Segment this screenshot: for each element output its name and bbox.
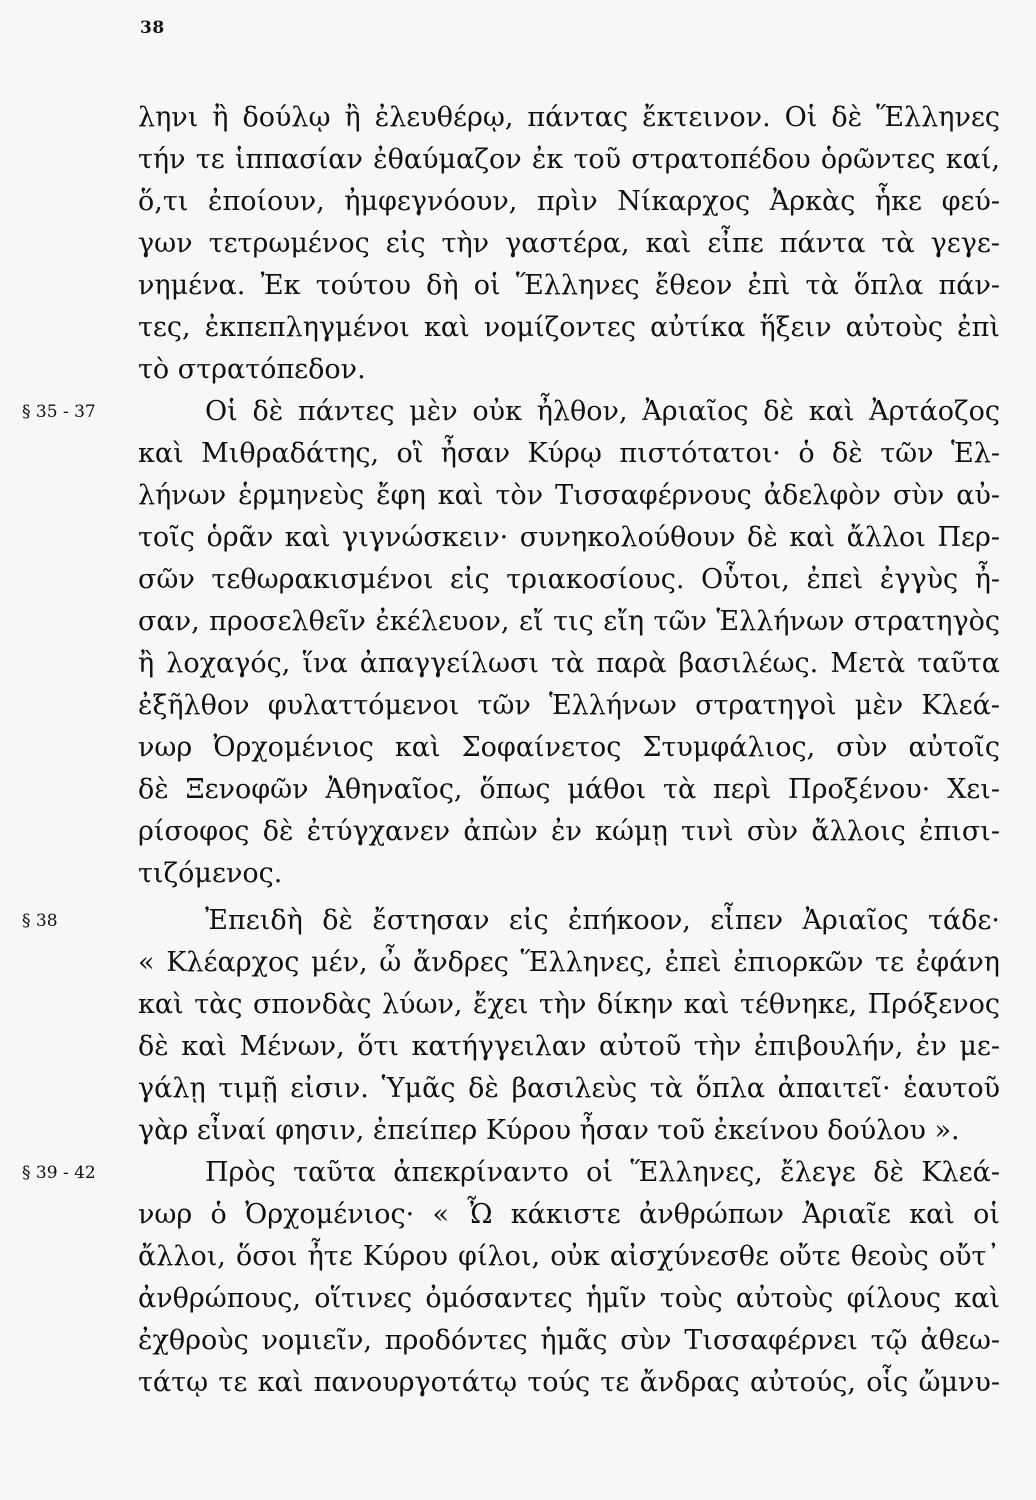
text-line: νωρ ὁ Ὀρχομένιος· « Ὦ κάκιστε ἀνθρώπων Ἀριαῖε καὶ οἱ xyxy=(138,1199,1000,1230)
text-line: σαν, προσελθεῖν ἐκέλευον, εἴ τις εἴη τῶν Ἑλλήνων στρατηγὸς xyxy=(138,606,1000,637)
text-line: ἐχθροὺς νομιεῖν, προδόντες ἡμᾶς σὺν Τισσαφέρνει τῷ ἀθεω- xyxy=(138,1325,1000,1356)
text-line: τήν τε ἱππασίαν ἐθαύμαζον ἐκ τοῦ στρατοπέδου ὁρῶντες καί, xyxy=(138,144,1000,175)
text-line: ρίσοφος δὲ ἐτύγχανεν ἀπὼν ἐν κώμῃ τινὶ σὺν ἄλλοις ἐπισι- xyxy=(138,816,1000,847)
text-line: ἐξῆλθον φυλαττόμενοι τῶν Ἑλλήνων στρατηγοὶ μὲν Κλεά- xyxy=(138,690,1000,721)
text-line: τάτῳ τε καὶ πανουργοτάτῳ τούς τε ἄνδρας αὐτούς, οἷς ὤμνυ- xyxy=(138,1367,1000,1398)
text-line: Ἐπειδὴ δὲ ἔστησαν εἰς ἐπήκοον, εἶπεν Ἀριαῖος τάδε· xyxy=(205,905,1000,936)
text-line: νημένα. Ἐκ τούτου δὴ οἱ Ἕλληνες ἔθεον ἐπὶ τὰ ὅπλα πάν- xyxy=(138,270,1000,301)
text-line: ἄλλοι, ὅσοι ἦτε Κύρου φίλοι, οὐκ αἰσχύνεσθε οὔτε θεοὺς οὔτ᾽ xyxy=(138,1241,1000,1272)
page-number: 38 xyxy=(140,18,165,38)
text-line: γων τετρωμένος εἰς τὴν γαστέρα, καὶ εἶπε πάντα τὰ γεγε- xyxy=(138,228,1000,259)
text-line: γὰρ εἶναί φησιν, ἐπείπερ Κύρου ἦσαν τοῦ ἐκείνου δούλου ». xyxy=(138,1115,960,1146)
text-line: τοῖς ὁρᾶν καὶ γιγνώσκειν· συνηκολούθουν δὲ καὶ ἄλλοι Περ- xyxy=(138,522,1000,553)
text-line: Πρὸς ταῦτα ἀπεκρίναντο οἱ Ἕλληνες, ἔλεγε δὲ Κλεά- xyxy=(205,1157,1000,1188)
section-marker: § 39 - 42 xyxy=(22,1163,96,1183)
text-line: « Κλέαρχος μέν, ὦ ἄνδρες Ἕλληνες, ἐπεὶ ἐπιορκῶν τε ἐφάνη xyxy=(138,947,1000,978)
text-line: νωρ Ὀρχομένιος καὶ Σοφαίνετος Στυμφάλιος, σὺν αὐτοῖς xyxy=(138,732,1000,763)
text-line: ἢ λοχαγός, ἵνα ἀπαγγείλωσι τὰ παρὰ βασιλέως. Μετὰ ταῦτα xyxy=(138,648,1000,679)
text-line: τες, ἐκπεπληγμένοι καὶ νομίζοντες αὐτίκα ἥξειν αὐτοὺς ἐπὶ xyxy=(138,312,1000,343)
text-line: ληνι ἢ δούλῳ ἢ ἐλευθέρῳ, πάντας ἔκτεινον. Οἱ δὲ Ἕλληνες xyxy=(138,102,1000,133)
text-line: γάλῃ τιμῇ εἰσιν. Ὑμᾶς δὲ βασιλεὺς τὰ ὅπλα ἀπαιτεῖ· ἑαυτοῦ xyxy=(138,1073,1000,1104)
text-line: καὶ τὰς σπονδὰς λύων, ἔχει τὴν δίκην καὶ τέθνηκε, Πρόξενος xyxy=(138,989,1000,1020)
text-line: λήνων ἑρμηνεὺς ἔφη καὶ τὸν Τισσαφέρνους ἀδελφὸν σὺν αὐ- xyxy=(138,480,1000,511)
text-line: ὅ,τι ἐποίουν, ἠμφεγνόουν, πρὶν Νίκαρχος Ἀρκὰς ἧκε φεύ- xyxy=(138,186,1000,217)
text-line: δὲ Ξενοφῶν Ἀθηναῖος, ὅπως μάθοι τὰ περὶ Προξένου· Χει- xyxy=(138,774,1000,805)
text-line: σῶν τεθωρακισμένοι εἰς τριακοσίους. Οὗτοι, ἐπεὶ ἐγγὺς ἦ- xyxy=(138,564,1000,595)
text-line: καὶ Μιθραδάτης, οἳ ἦσαν Κύρῳ πιστότατοι· ὁ δὲ τῶν Ἑλ- xyxy=(138,438,1000,469)
text-line: δὲ καὶ Μένων, ὅτι κατήγγειλαν αὐτοῦ τὴν ἐπιβουλήν, ἐν με- xyxy=(138,1031,1000,1062)
text-line: Οἱ δὲ πάντες μὲν οὐκ ἦλθον, Ἀριαῖος δὲ καὶ Ἀρτάοζος xyxy=(205,396,1000,427)
text-line: τιζόμενος. xyxy=(138,858,283,889)
text-line: ἀνθρώπους, οἵτινες ὀμόσαντες ἡμῖν τοὺς αὐτοὺς φίλους καὶ xyxy=(138,1283,1000,1314)
section-marker: § 38 xyxy=(22,911,58,931)
text-line: τὸ στρατόπεδον. xyxy=(138,354,366,385)
section-marker: § 35 - 37 xyxy=(22,402,96,422)
